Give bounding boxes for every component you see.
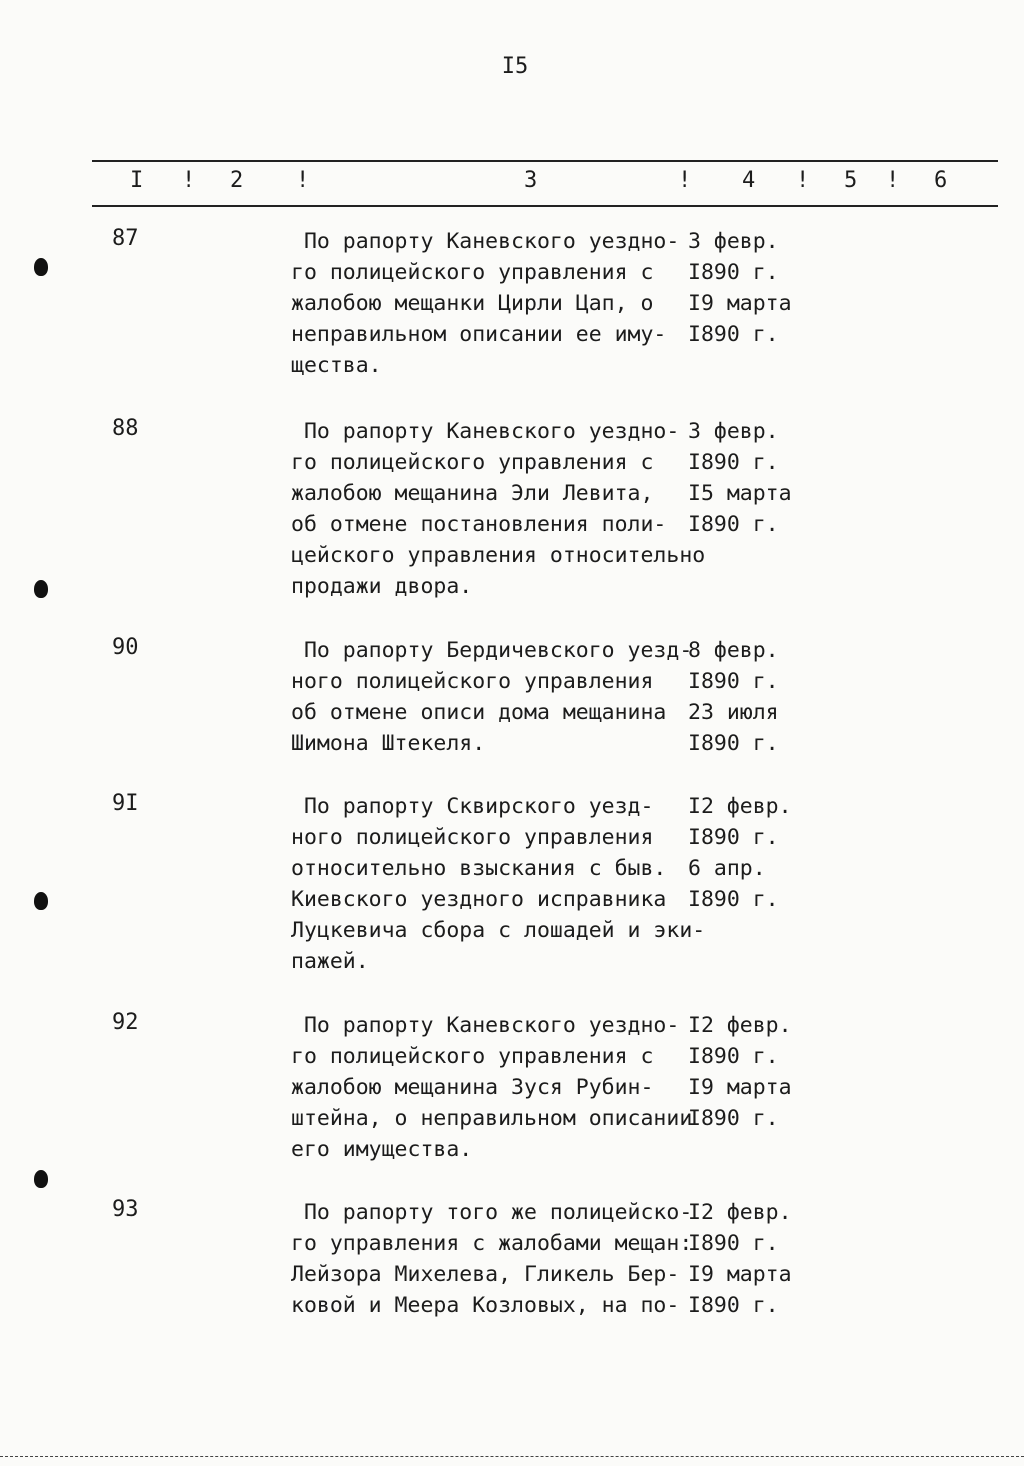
entry-number: 9I xyxy=(112,791,139,816)
col-3-label: 3 xyxy=(524,168,538,193)
binder-hole-mark xyxy=(34,580,48,598)
entry-description: По рапорту Бердичевского уезд- ного полицейского управления об отмене описи дома мещанина Шимона Штекеля. xyxy=(291,638,693,756)
entry-number: 92 xyxy=(112,1010,139,1035)
entry-description: По рапорту Каневского уездно- го полицейского управления с жалобою мещанина Эли Левита, об отмене постановления поли- цейского управления относительно продажи двора. xyxy=(291,419,706,599)
entry-number: 87 xyxy=(112,226,139,251)
col-separator: ! xyxy=(296,168,310,193)
binder-hole-mark xyxy=(34,258,48,276)
entry-description: По рапорту того же полицейско- го управления с жалобами мещан: Лейзора Михелева, Гликель Бер- ковой и Меера Козловых, на по- xyxy=(291,1200,693,1318)
header-rule-top xyxy=(92,160,998,162)
col-5-label: 5 xyxy=(844,168,858,193)
col-separator: ! xyxy=(182,168,196,193)
col-4-label: 4 xyxy=(742,168,756,193)
binder-hole-mark xyxy=(34,892,48,910)
entry-dates: I2 февр. I890 г. I9 марта I890 г. xyxy=(688,1200,792,1318)
header-rule-bottom xyxy=(92,205,998,207)
col-separator: ! xyxy=(886,168,900,193)
col-2-label: 2 xyxy=(230,168,244,193)
entry-number: 88 xyxy=(112,416,139,441)
entry-dates: I2 февр. I890 г. 6 апр. I890 г. xyxy=(688,794,792,912)
entry-dates: I2 февр. I890 г. I9 марта I890 г. xyxy=(688,1013,792,1131)
entry-description: По рапорту Каневского уездно- го полицейского управления с жалобою мещанина Зуся Рубин- штейна, о неправильном описании его имущества. xyxy=(291,1013,693,1162)
col-6-label: 6 xyxy=(934,168,948,193)
binder-hole-mark xyxy=(34,1170,48,1188)
entry-description: По рапорту Сквирского уезд- ного полицейского управления относительно взыскания с быв. Киевского уездного исправника Луцкевича сбора с лошадей и эки- пажей. xyxy=(291,794,706,974)
entry-number: 90 xyxy=(112,635,139,660)
col-1-label: I xyxy=(130,168,144,193)
column-header-row xyxy=(92,168,998,198)
col-separator: ! xyxy=(678,168,692,193)
page-bottom-edge xyxy=(0,1456,1024,1457)
col-separator: ! xyxy=(796,168,810,193)
entry-number: 93 xyxy=(112,1197,139,1222)
entry-dates: 3 февр. I890 г. I5 марта I890 г. xyxy=(688,419,792,537)
page-number: I5 xyxy=(501,54,529,79)
entry-description: По рапорту Каневского уездно- го полицейского управления с жалобою мещанки Цирли Цап, о неправильном описании ее иму- щества. xyxy=(291,229,680,378)
entry-dates: 8 февр. I890 г. 23 июля I890 г. xyxy=(688,638,779,756)
entry-dates: 3 февр. I890 г. I9 марта I890 г. xyxy=(688,229,792,347)
